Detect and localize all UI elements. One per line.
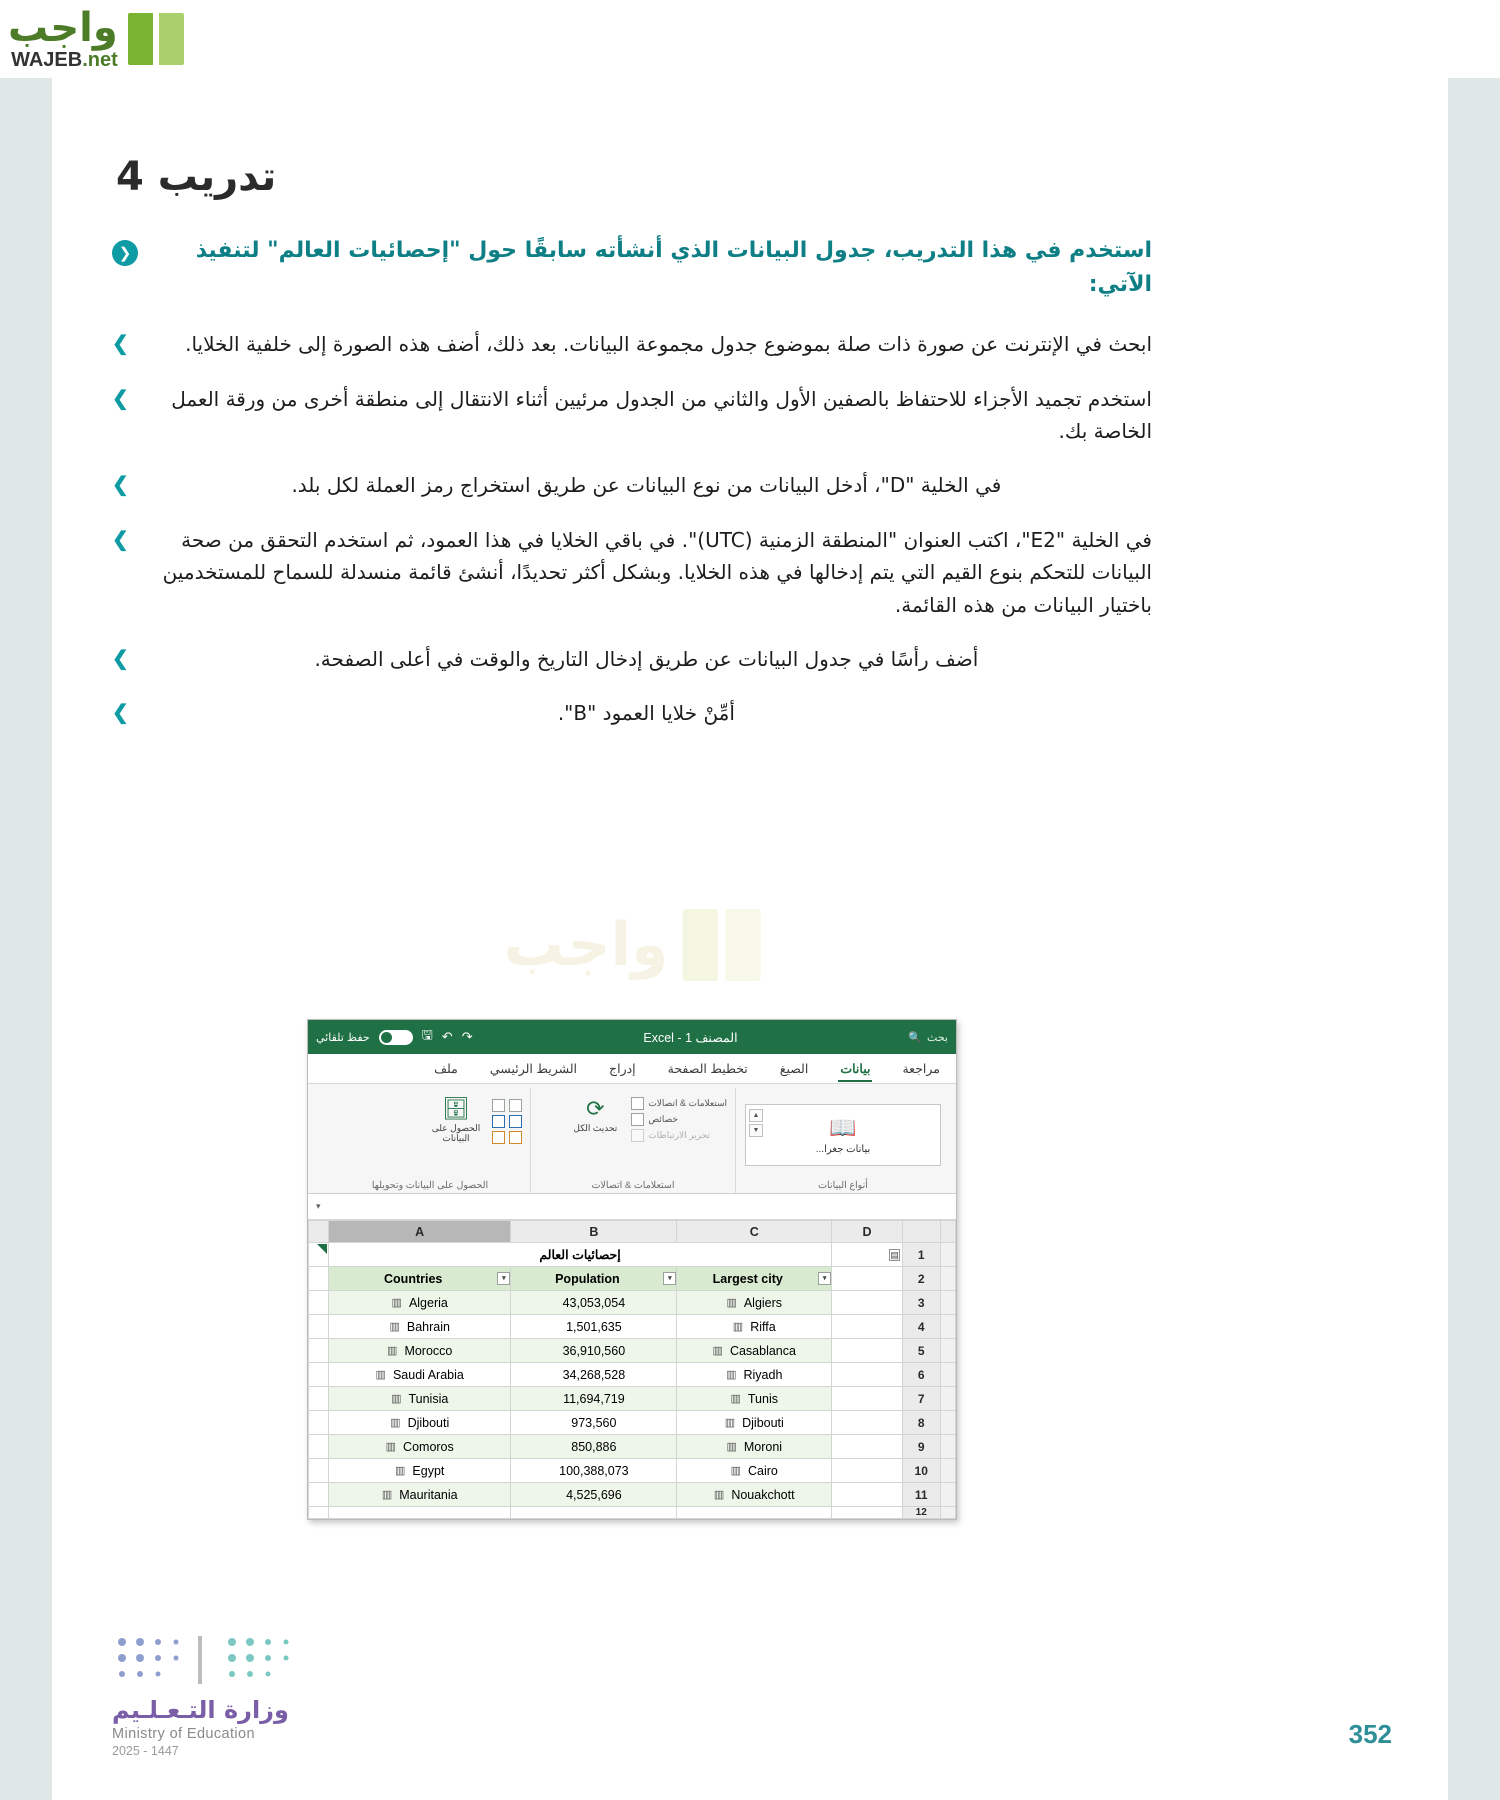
geography-data-icon: ▥ xyxy=(391,1297,401,1309)
cell-population[interactable]: 11,694,719 xyxy=(511,1387,677,1411)
chevron-left-icon: ❯ xyxy=(112,333,129,356)
row-header[interactable]: 9 xyxy=(902,1435,940,1459)
properties-item[interactable]: خصائص xyxy=(631,1113,727,1126)
list-item xyxy=(112,697,1152,729)
row-header[interactable]: 7 xyxy=(902,1387,940,1411)
queries-icon xyxy=(631,1097,644,1110)
grid-edge xyxy=(309,1339,329,1363)
formula-bar[interactable] xyxy=(308,1194,956,1220)
worksheet-grid[interactable] xyxy=(308,1220,956,1519)
table-row-partial xyxy=(309,1507,956,1519)
cell-C2-header[interactable]: ▾ Largest city xyxy=(677,1267,832,1291)
chevron-left-icon: ❯ xyxy=(112,528,129,551)
cell-population[interactable]: 1,501,635 xyxy=(511,1315,677,1339)
cell-population[interactable]: 43,053,054 xyxy=(511,1291,677,1315)
table-row xyxy=(309,1483,956,1507)
geography-data-icon: ▥ xyxy=(390,1417,400,1429)
grid-edge xyxy=(309,1507,329,1519)
cell-country[interactable]: Saudi Arabia ▥ xyxy=(328,1363,510,1387)
cell-D[interactable] xyxy=(832,1363,903,1387)
table-row xyxy=(309,1339,956,1363)
geography-data-icon: ▥ xyxy=(730,1465,741,1477)
row-header-12[interactable]: 12 xyxy=(902,1507,940,1519)
page-sheet xyxy=(52,78,1448,1800)
page-right-margin xyxy=(1448,0,1500,1800)
range-icon[interactable] xyxy=(492,1115,505,1128)
overlay-watermark xyxy=(504,909,761,981)
chevron-down-icon[interactable]: ▾ xyxy=(316,1201,321,1211)
row-header-1[interactable]: 1 xyxy=(902,1243,940,1267)
database-icon: 🗄 xyxy=(442,1096,470,1121)
edit-links-item[interactable]: تحرير الارتباطات xyxy=(631,1129,727,1142)
scroll-cell xyxy=(940,1507,955,1519)
edit-links-icon xyxy=(631,1129,644,1142)
chevron-left-circle-icon: ❮ xyxy=(112,240,138,266)
column-header-D[interactable]: D xyxy=(832,1221,903,1243)
autosave-label: حفظ تلقائي xyxy=(316,1031,370,1044)
vertical-scrollbar[interactable] xyxy=(940,1243,955,1267)
scroll-cell xyxy=(940,1267,955,1291)
chevron-left-icon: ❯ xyxy=(112,474,129,497)
cell-D1[interactable] xyxy=(832,1243,903,1267)
table-row xyxy=(309,1387,956,1411)
geography-data-icon: ▥ xyxy=(732,1321,743,1333)
cell-D[interactable] xyxy=(832,1411,903,1435)
text-csv-icon[interactable] xyxy=(509,1131,522,1144)
cell-country[interactable]: Djibouti ▥ xyxy=(328,1411,510,1435)
cell-D[interactable] xyxy=(832,1315,903,1339)
cell-country[interactable]: Algeria ▥ xyxy=(328,1291,510,1315)
properties-icon xyxy=(631,1113,644,1126)
row-header[interactable]: 6 xyxy=(902,1363,940,1387)
undo-icon[interactable]: ↶ xyxy=(441,1029,453,1044)
ribbon-group-get-transform xyxy=(330,1088,530,1193)
ribbon-tabs xyxy=(308,1054,956,1084)
chevron-left-icon: ❯ xyxy=(112,387,129,410)
scroll-cell xyxy=(940,1411,955,1435)
geography-data-icon: ▥ xyxy=(385,1441,396,1453)
tab-formulas[interactable]: الصيغ xyxy=(779,1062,809,1076)
cell-country[interactable]: Bahrain ▥ xyxy=(328,1315,510,1339)
step-text: في الخلية "D"، أدخل البيانات من نوع البيانات عن طريق استخراج رمز العملة لكل بلد. xyxy=(291,473,1002,498)
search-icon: 🔍 xyxy=(908,1031,923,1044)
table-row xyxy=(309,1243,956,1267)
excel-screenshot xyxy=(307,910,957,1520)
tab-home[interactable]: الشريط الرئيسي xyxy=(489,1062,578,1076)
table-row xyxy=(309,1291,956,1315)
excel-title-bar xyxy=(308,1020,956,1054)
redo-icon[interactable]: ↷ xyxy=(461,1029,473,1044)
recent-icon[interactable] xyxy=(492,1131,505,1144)
cell-population[interactable]: 4,525,696 xyxy=(511,1483,677,1507)
grid-edge xyxy=(309,1291,329,1315)
refresh-all-label: تحديث الكل xyxy=(573,1123,618,1133)
geography-data-icon: ▥ xyxy=(726,1441,736,1453)
cell-country[interactable]: Mauritania ▥ xyxy=(328,1483,510,1507)
ministry-logo xyxy=(112,1632,412,1758)
grid-edge xyxy=(309,1459,329,1483)
column-header-C[interactable]: C xyxy=(677,1221,832,1243)
open-book-icon xyxy=(128,13,184,65)
scroll-up-icon[interactable]: ▲ xyxy=(749,1109,763,1122)
row-header[interactable]: 10 xyxy=(902,1459,940,1483)
scroll-cell xyxy=(940,1291,955,1315)
excel-window xyxy=(307,1019,957,1520)
geography-data-icon: ▥ xyxy=(730,1393,740,1405)
table-row xyxy=(309,1435,956,1459)
table-row xyxy=(309,1459,956,1483)
sheet-icon[interactable] xyxy=(509,1099,522,1112)
decorative-dots xyxy=(112,1632,302,1690)
geography-data-icon: ▥ xyxy=(726,1297,736,1309)
search-box[interactable] xyxy=(908,1031,948,1044)
geography-data-icon: ▥ xyxy=(724,1417,735,1429)
get-data-label: الحصول على البيانات xyxy=(431,1123,481,1144)
ribbon-group-queries-connections xyxy=(530,1088,735,1193)
cell-D2[interactable] xyxy=(832,1267,903,1291)
cell-city[interactable]: Moroni ▥ xyxy=(677,1435,832,1459)
ribbon xyxy=(308,1084,956,1194)
cell-D[interactable] xyxy=(832,1387,903,1411)
lead-paragraph xyxy=(112,234,1152,302)
cell-D[interactable] xyxy=(832,1291,903,1315)
scroll-cell xyxy=(940,1387,955,1411)
cell-country[interactable]: Comoros ▥ xyxy=(328,1435,510,1459)
web-icon[interactable] xyxy=(509,1115,522,1128)
chevron-left-icon: ❯ xyxy=(112,702,129,725)
tab-insert[interactable]: إدراج xyxy=(609,1062,636,1076)
cell-D[interactable] xyxy=(832,1339,903,1363)
ministry-name-en: Ministry of Education xyxy=(112,1726,255,1742)
grid-corner xyxy=(309,1221,329,1243)
row-header[interactable]: 4 xyxy=(902,1315,940,1339)
save-icon[interactable]: 🖫 xyxy=(421,1027,433,1042)
grid-edge xyxy=(309,1267,329,1291)
scroll-down-icon[interactable]: ▼ xyxy=(749,1124,763,1137)
table-row xyxy=(309,1411,956,1435)
ministry-name-ar: وزارة التـعـلـيم xyxy=(112,1696,289,1724)
step-text: استخدم تجميد الأجزاء للاحتفاظ بالصفين الأول والثاني من الجدول مرئيين أثناء الانتقال إلى منطقة أخرى من ورقة العمل الخاصة بك. xyxy=(171,386,1152,443)
step-text: أضف رأسًا في جدول البيانات عن طريق إدخال التاريخ والوقت في أعلى الصفحة. xyxy=(314,646,979,671)
open-book-icon xyxy=(682,909,760,981)
list-item xyxy=(112,643,1152,675)
page-title: تدريب 4 xyxy=(116,154,277,200)
geography-data-icon: ▥ xyxy=(391,1393,401,1405)
row-header[interactable]: 8 xyxy=(902,1411,940,1435)
cell-A[interactable] xyxy=(328,1507,510,1519)
tab-data[interactable]: بيانات xyxy=(838,1056,872,1081)
row-header[interactable]: 5 xyxy=(902,1339,940,1363)
cell-population[interactable]: 850,886 xyxy=(511,1435,677,1459)
queries-mini-list xyxy=(631,1097,727,1142)
group-label-data-types: أنواع البيانات xyxy=(818,1180,868,1191)
cell-population[interactable]: 973,560 xyxy=(511,1411,677,1435)
grid-edge xyxy=(309,1483,329,1507)
chevron-left-icon: ❯ xyxy=(112,647,129,670)
gallery-scroll-buttons[interactable] xyxy=(749,1109,763,1137)
geography-data-icon: ▥ xyxy=(375,1369,385,1381)
tab-file[interactable]: ملف xyxy=(434,1062,458,1076)
wajeb-english-text: WAJEB.net xyxy=(11,49,118,71)
filter-icon[interactable]: ▾ xyxy=(818,1272,831,1285)
lead-text: استخدم في هذا التدريب، جدول البيانات الذي أنشأته سابقًا حول "إحصائيات العالم" لتنفيذ الآتي: xyxy=(195,238,1152,298)
geography-data-icon: ▥ xyxy=(395,1465,405,1477)
geography-data-icon: ▥ xyxy=(381,1489,392,1501)
data-types-gallery[interactable] xyxy=(745,1104,941,1166)
column-header-B[interactable]: B xyxy=(511,1221,677,1243)
refresh-all-button[interactable] xyxy=(567,1097,623,1133)
tab-page-layout[interactable]: تخطيط الصفحة xyxy=(667,1062,748,1076)
geography-data-icon: ▥ xyxy=(713,1489,724,1501)
column-headers-row xyxy=(309,1221,956,1243)
dots-pattern-icon xyxy=(112,1632,302,1690)
table-row xyxy=(309,1315,956,1339)
geography-data-icon: ▥ xyxy=(389,1321,399,1333)
step-text: في الخلية "E2"، اكتب العنوان "المنطقة الزمنية (UTC)". في باقي الخلايا في هذا العمود، ثم استخدم التحقق من صحة البيانات للتحكم بنوع القيم التي يتم إدخالها في هذه الخلايا. وبشكل أكثر تحديدًا، أنشئ قائمة منسدلة للسماح للمستخدمين باختيار البيانات من هذه القائمة. xyxy=(162,527,1152,617)
cell-city[interactable]: Riyadh ▥ xyxy=(677,1363,832,1387)
cell-population[interactable]: 100,388,073 xyxy=(511,1459,677,1483)
list-item xyxy=(112,469,1152,501)
cell-A2-header[interactable]: ▾ Countries xyxy=(328,1267,510,1291)
wajeb-logo xyxy=(0,5,184,71)
grid-edge xyxy=(309,1363,329,1387)
cell-D[interactable] xyxy=(832,1435,903,1459)
cell-city[interactable]: Djibouti ▥ xyxy=(677,1411,832,1435)
queries-connections-item[interactable]: استعلامات & اتصالات xyxy=(631,1097,727,1110)
scroll-cell xyxy=(940,1315,955,1339)
cell-population[interactable]: 34,268,528 xyxy=(511,1363,677,1387)
grid-edge xyxy=(309,1411,329,1435)
content-area xyxy=(112,154,1152,752)
step-text: أمِّنْ خلايا العمود "B". xyxy=(557,701,735,726)
get-data-sources xyxy=(492,1099,522,1144)
grid-edge xyxy=(309,1435,329,1459)
cell-D[interactable] xyxy=(832,1507,903,1519)
cell-city[interactable]: Casablanca ▥ xyxy=(677,1339,832,1363)
table-icon[interactable] xyxy=(492,1099,505,1112)
cell-C[interactable] xyxy=(677,1507,832,1519)
filter-icon[interactable]: ▾ xyxy=(663,1272,676,1285)
select-all-corner[interactable] xyxy=(902,1221,940,1243)
cell-country[interactable]: Egypt ▥ xyxy=(328,1459,510,1483)
geography-label: بيانات جغرا... xyxy=(815,1143,871,1155)
list-item xyxy=(112,524,1152,621)
cell-country[interactable]: Morocco ▥ xyxy=(328,1339,510,1363)
steps-list xyxy=(112,328,1152,730)
row-header[interactable]: 11 xyxy=(902,1483,940,1507)
ribbon-group-data-types xyxy=(735,1088,950,1193)
geography-data-icon: ▥ xyxy=(726,1369,736,1381)
cell-population[interactable]: 36,910,560 xyxy=(511,1339,677,1363)
step-text: ابحث في الإنترنت عن صورة ذات صلة بموضوع جدول مجموعة البيانات. بعد ذلك، أضف هذه الصورة إلى خلفية الخلايا. xyxy=(185,332,1152,357)
list-item xyxy=(112,328,1152,360)
group-label-queries: استعلامات & اتصالات xyxy=(591,1180,675,1191)
watermark-arabic: واجب xyxy=(503,910,669,980)
group-label-get-transform: الحصول على البيانات وتحويلها xyxy=(371,1180,489,1191)
refresh-icon: ⟳ xyxy=(586,1096,605,1121)
page-number: 352 xyxy=(1348,1719,1392,1749)
document-name: المصنف 1 - Excel xyxy=(643,1030,738,1045)
tab-review[interactable]: مراجعة xyxy=(902,1062,940,1076)
scroll-cell xyxy=(940,1435,955,1459)
cell-city[interactable]: Riffa ▥ xyxy=(677,1315,832,1339)
table-design-icon[interactable]: ▤ xyxy=(890,1250,899,1260)
row-header[interactable]: 3 xyxy=(902,1291,940,1315)
geography-icon: 📖 xyxy=(829,1114,857,1140)
get-data-button[interactable] xyxy=(428,1097,484,1144)
ministry-year: 2025 - 1447 xyxy=(112,1744,179,1758)
scroll-spacer xyxy=(940,1221,955,1243)
scroll-cell xyxy=(940,1363,955,1387)
cell-title-merged[interactable]: إحصائيات العالم xyxy=(328,1243,831,1267)
sheet-corner-triangle xyxy=(309,1243,329,1267)
wajeb-arabic-text: واجب xyxy=(8,5,118,51)
search-placeholder: بحث xyxy=(927,1031,948,1044)
cell-D[interactable] xyxy=(832,1459,903,1483)
cell-city[interactable]: Nouakchott ▥ xyxy=(677,1483,832,1507)
row-header-2[interactable]: 2 xyxy=(902,1267,940,1291)
autosave-toggle[interactable] xyxy=(379,1030,413,1045)
cell-B[interactable] xyxy=(511,1507,677,1519)
cell-D[interactable] xyxy=(832,1483,903,1507)
grid-edge xyxy=(309,1315,329,1339)
geography-data-icon: ▥ xyxy=(712,1345,722,1357)
site-watermark-bar xyxy=(0,0,1500,78)
cell-country[interactable]: Tunisia ▥ xyxy=(328,1387,510,1411)
cell-B2-header[interactable]: ▾ Population xyxy=(511,1267,677,1291)
column-header-A[interactable]: A xyxy=(328,1221,510,1243)
scroll-cell xyxy=(940,1459,955,1483)
grid-edge xyxy=(309,1387,329,1411)
quick-access-toolbar xyxy=(316,1026,473,1048)
table-row xyxy=(309,1267,956,1291)
cell-city[interactable]: Tunis ▥ xyxy=(677,1387,832,1411)
list-item xyxy=(112,383,1152,448)
cell-city[interactable]: Cairo ▥ xyxy=(677,1459,832,1483)
table-row xyxy=(309,1363,956,1387)
content-card xyxy=(52,114,1212,1614)
geography-data-icon: ▥ xyxy=(387,1345,397,1357)
scroll-cell xyxy=(940,1483,955,1507)
cell-city[interactable]: Algiers ▥ xyxy=(677,1291,832,1315)
scroll-cell xyxy=(940,1339,955,1363)
filter-icon[interactable]: ▾ xyxy=(497,1272,510,1285)
